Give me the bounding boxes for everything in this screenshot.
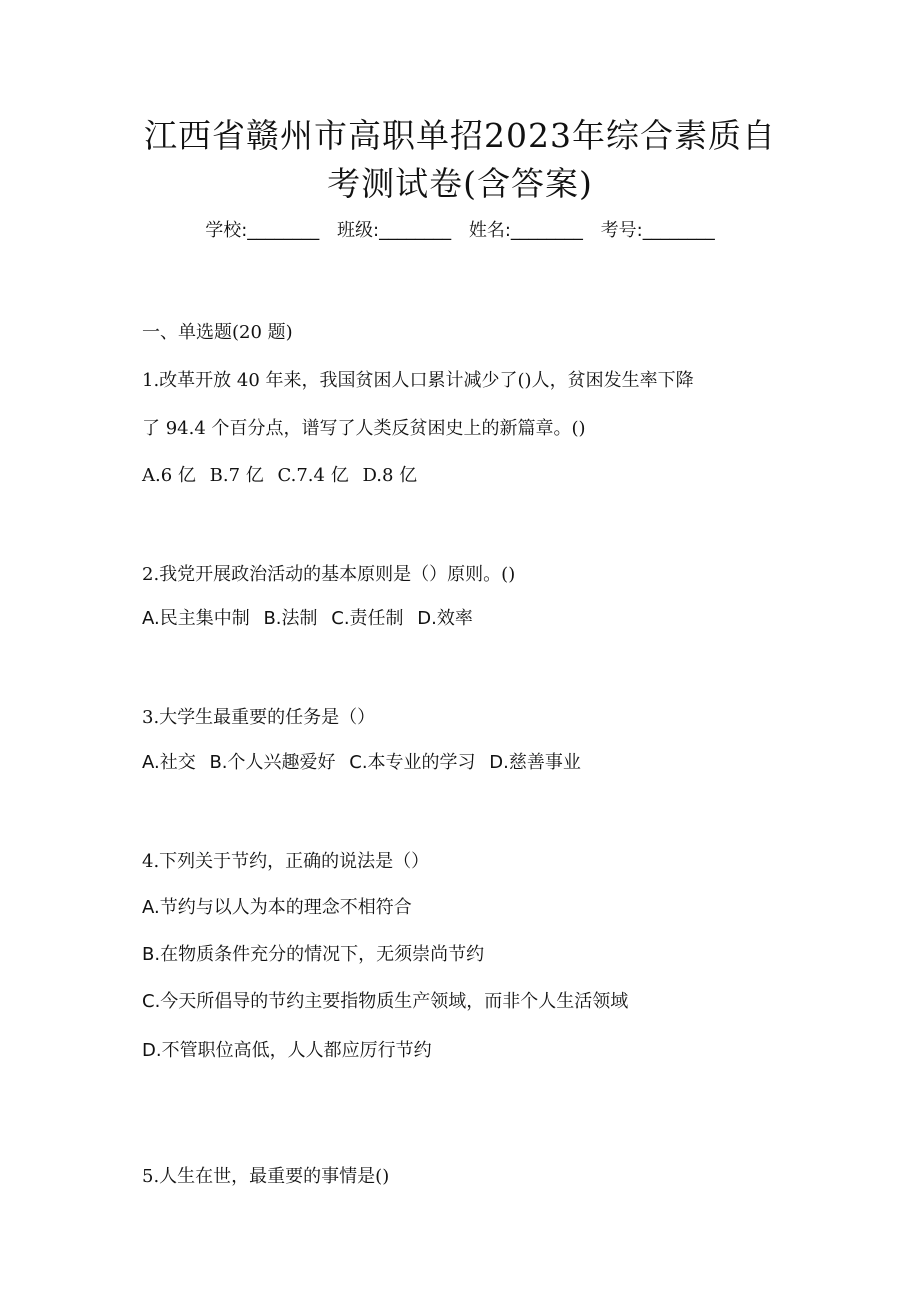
option-c: C.责任制	[331, 608, 404, 629]
question-4-option-b: B.在物质条件充分的情况下，无须崇尚节约	[142, 944, 485, 965]
class-field: 班级:________	[337, 220, 452, 241]
question-4-option-a: A.节约与以人为本的理念不相符合	[142, 897, 412, 918]
question-2-options	[142, 604, 481, 630]
question-1-options	[142, 461, 425, 487]
name-field: 姓名:________	[468, 220, 583, 241]
question-5-stem: 5.人生在世，最重要的事情是()	[142, 1166, 390, 1187]
question-2-stem: 2.我党开展政治活动的基本原则是（）原则。()	[142, 564, 516, 585]
question-3-options	[142, 748, 589, 774]
option-b: B.7 亿	[209, 465, 264, 486]
option-d: D.效率	[417, 608, 473, 629]
option-a: A.民主集中制	[142, 608, 250, 629]
option-c: C.7.4 亿	[277, 465, 349, 486]
option-c: C.本专业的学习	[349, 752, 476, 773]
document-title-line2: 考测试卷(含答案)	[327, 164, 593, 203]
exam-number-field: 考号:________	[600, 220, 715, 241]
question-1-stem-line2: 了 94.4 个百分点，谱写了人类反贫困史上的新篇章。()	[142, 418, 586, 439]
school-field: 学校:________	[205, 220, 320, 241]
option-d: D.慈善事业	[489, 752, 581, 773]
section-heading: 一、单选题(20 题)	[142, 322, 293, 343]
document-title-line1: 江西省赣州市高职单招2023年综合素质自	[144, 116, 776, 155]
question-4-stem: 4.下列关于节约，正确的说法是（）	[142, 851, 430, 872]
option-a: A.6 亿	[142, 465, 196, 486]
question-4-option-d: D.不管职位高低，人人都应厉行节约	[142, 1040, 432, 1061]
option-b: B.个人兴趣爱好	[209, 752, 336, 773]
question-1-stem-line1: 1.改革开放 40 年来，我国贫困人口累计减少了()人，贫困发生率下降	[142, 370, 694, 391]
option-a: A.社交	[142, 752, 196, 773]
option-d: D.8 亿	[362, 465, 418, 486]
question-4-option-c: C.今天所倡导的节约主要指物质生产领域，而非个人生活领域	[142, 991, 629, 1012]
student-info-row	[0, 216, 920, 242]
option-b: B.法制	[263, 608, 318, 629]
question-3-stem: 3.大学生最重要的任务是（）	[142, 707, 376, 728]
